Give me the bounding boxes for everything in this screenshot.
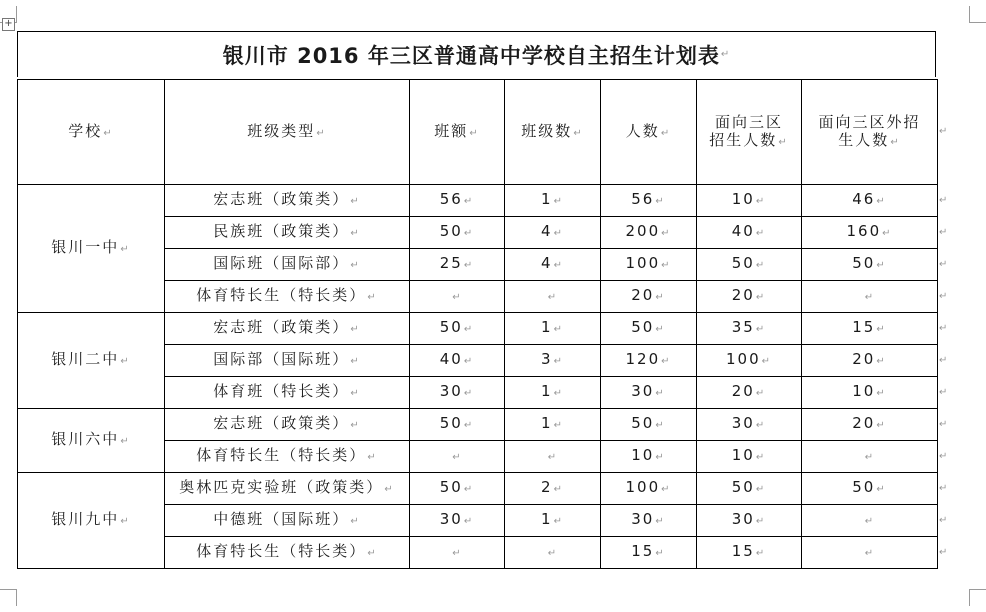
- paragraph-mark-icon: ↵: [350, 516, 361, 527]
- paragraph-mark-icon: ↵: [755, 324, 767, 335]
- inside-quota-cell-value: 100: [725, 350, 761, 368]
- outside-quota-cell: [802, 377, 938, 409]
- class-count-cell: [505, 377, 601, 409]
- paragraph-mark-icon: ↵: [655, 196, 666, 207]
- people-cell-value: 50: [631, 318, 655, 336]
- class-count-cell: [505, 409, 601, 441]
- outside-quota-cell: [802, 441, 938, 473]
- people-cell: [601, 409, 697, 441]
- inside-quota-cell-value: 50: [731, 478, 755, 496]
- row-end-mark-icon: ↵: [939, 418, 948, 430]
- header-outside-three-districts: 面向三区外招 生人数↵: [802, 80, 938, 185]
- class-count-cell: [505, 537, 601, 569]
- class-count-cell-value: 1: [541, 318, 553, 336]
- paragraph-mark-icon: ↵: [761, 356, 773, 367]
- outside-quota-cell: [802, 281, 938, 313]
- inside-quota-cell-value: 35: [731, 318, 755, 336]
- paragraph-mark-icon: ↵: [876, 196, 887, 207]
- outside-quota-cell: [802, 249, 938, 281]
- school-cell-value: 银川九中: [51, 510, 120, 528]
- inside-quota-cell: [697, 409, 802, 441]
- class-count-cell: [505, 473, 601, 505]
- paragraph-mark-icon: ↵: [350, 420, 361, 431]
- outside-quota-cell: [802, 505, 938, 537]
- paragraph-mark-icon: ↵: [463, 196, 475, 207]
- paragraph-mark-icon: ↵: [661, 260, 672, 271]
- school-cell-value: 银川一中: [51, 238, 120, 256]
- paragraph-mark-icon: ↵: [876, 356, 887, 367]
- class-type-cell: [165, 281, 410, 313]
- inside-quota-cell: [697, 377, 802, 409]
- class-type-cell: [165, 441, 410, 473]
- paragraph-mark-icon: ↵: [655, 420, 666, 431]
- class-type-cell: [165, 249, 410, 281]
- paragraph-mark-icon: ↵: [864, 516, 876, 527]
- paragraph-mark-icon: ↵: [367, 292, 378, 303]
- paragraph-mark-icon: ↵: [553, 516, 564, 527]
- quota-cell-value: 56: [439, 190, 463, 208]
- outside-quota-cell-value: 160: [846, 222, 882, 240]
- outside-quota-cell: [802, 537, 938, 569]
- class-type-cell-value: 奥林匹克实验班（政策类）: [179, 478, 384, 496]
- paragraph-mark-icon: ↵: [864, 452, 876, 463]
- outside-quota-cell: [802, 185, 938, 217]
- class-count-cell-value: 1: [541, 510, 553, 528]
- outside-quota-cell-value: 50: [852, 254, 876, 272]
- row-end-mark-icon: ↵: [939, 258, 948, 270]
- inside-quota-cell-value: 30: [731, 510, 755, 528]
- quota-cell: [410, 217, 505, 249]
- row-end-mark-icon: ↵: [939, 386, 948, 398]
- people-cell-value: 20: [631, 286, 655, 304]
- table-move-handle-icon[interactable]: +: [2, 18, 15, 31]
- paragraph-mark-icon: ↵: [755, 228, 767, 239]
- paragraph-mark-icon: ↵: [655, 516, 666, 527]
- inside-quota-cell-value: 30: [731, 414, 755, 432]
- paragraph-mark-icon: ↵: [755, 260, 767, 271]
- class-type-cell-value: 中德班（国际班）: [213, 510, 350, 528]
- inside-quota-cell-value: 40: [731, 222, 755, 240]
- paragraph-mark-icon: ↵: [876, 260, 887, 271]
- people-cell: [601, 217, 697, 249]
- paragraph-mark-icon: ↵: [655, 388, 666, 399]
- paragraph-mark-icon: ↵: [720, 49, 731, 60]
- people-cell-value: 10: [631, 446, 655, 464]
- paragraph-mark-icon: ↵: [120, 516, 131, 527]
- class-type-cell: [165, 409, 410, 441]
- outside-quota-cell-value: 50: [852, 478, 876, 496]
- quota-cell: [410, 345, 505, 377]
- row-end-mark-icon: ↵: [939, 450, 948, 462]
- school-cell: [18, 473, 165, 569]
- paragraph-mark-icon: ↵: [755, 516, 767, 527]
- class-count-cell-value: 1: [541, 190, 553, 208]
- paragraph-mark-icon: ↵: [463, 388, 475, 399]
- inside-quota-cell: [697, 505, 802, 537]
- table-row: [18, 409, 938, 441]
- people-cell: [601, 473, 697, 505]
- class-count-cell-value: 4: [541, 254, 553, 272]
- inside-quota-cell-value: 10: [731, 446, 755, 464]
- paragraph-mark-icon: ↵: [655, 292, 666, 303]
- table-title: [17, 31, 936, 77]
- class-count-cell: [505, 441, 601, 473]
- paragraph-mark-icon: ↵: [350, 388, 361, 399]
- paragraph-mark-icon: ↵: [463, 228, 475, 239]
- people-cell-value: 30: [631, 510, 655, 528]
- people-cell: [601, 313, 697, 345]
- quota-cell-value: 50: [439, 318, 463, 336]
- inside-quota-cell: [697, 345, 802, 377]
- outside-quota-cell-value: 46: [852, 190, 876, 208]
- page-corner-mark: [969, 589, 986, 606]
- quota-cell: [410, 249, 505, 281]
- inside-quota-cell: [697, 441, 802, 473]
- row-end-mark-icon: ↵: [939, 290, 948, 302]
- inside-quota-cell-value: 10: [731, 190, 755, 208]
- class-type-cell: [165, 473, 410, 505]
- row-end-mark-icon: ↵: [939, 482, 948, 494]
- paragraph-mark-icon: ↵: [553, 356, 564, 367]
- paragraph-mark-icon: ↵: [864, 292, 876, 303]
- paragraph-mark-icon: ↵: [661, 228, 672, 239]
- inside-quota-cell-value: 20: [731, 382, 755, 400]
- outside-quota-cell-value: 20: [852, 350, 876, 368]
- row-end-mark-icon: ↵: [939, 226, 948, 238]
- class-count-cell: [505, 217, 601, 249]
- header-school: 学校↵: [18, 80, 165, 185]
- quota-cell-value: 50: [439, 414, 463, 432]
- paragraph-mark-icon: ↵: [350, 324, 361, 335]
- quota-cell: [410, 441, 505, 473]
- row-end-mark-icon: ↵: [939, 126, 948, 137]
- quota-cell: [410, 281, 505, 313]
- class-count-cell: [505, 249, 601, 281]
- row-end-mark-icon: ↵: [939, 546, 948, 558]
- people-cell: [601, 281, 697, 313]
- paragraph-mark-icon: ↵: [547, 548, 559, 559]
- class-type-cell: [165, 505, 410, 537]
- page-corner-mark: [0, 589, 17, 606]
- class-type-cell-value: 宏志班（政策类）: [213, 414, 350, 432]
- paragraph-mark-icon: ↵: [755, 388, 767, 399]
- outside-quota-cell-value: 15: [852, 318, 876, 336]
- people-cell: [601, 505, 697, 537]
- class-count-cell-value: 2: [541, 478, 553, 496]
- quota-cell: [410, 537, 505, 569]
- quota-cell-value: 30: [439, 510, 463, 528]
- people-cell-value: 200: [625, 222, 661, 240]
- paragraph-mark-icon: ↵: [463, 324, 475, 335]
- paragraph-mark-icon: ↵: [553, 388, 564, 399]
- class-type-cell: [165, 217, 410, 249]
- class-count-cell: [505, 505, 601, 537]
- inside-quota-cell: [697, 185, 802, 217]
- outside-quota-cell: [802, 409, 938, 441]
- class-count-cell: [505, 345, 601, 377]
- quota-cell: [410, 505, 505, 537]
- outside-quota-cell-value: 10: [852, 382, 876, 400]
- paragraph-mark-icon: ↵: [452, 292, 463, 303]
- enrollment-plan-table: [17, 79, 938, 569]
- inside-quota-cell: [697, 249, 802, 281]
- class-type-cell-value: 体育特长生（特长类）: [196, 542, 367, 560]
- outside-quota-cell: [802, 345, 938, 377]
- people-cell: [601, 441, 697, 473]
- class-type-cell: [165, 377, 410, 409]
- class-count-cell-value: 1: [541, 382, 553, 400]
- row-end-mark-icon: ↵: [939, 322, 948, 334]
- header-inside-three-districts: 面向三区 招生人数↵: [697, 80, 802, 185]
- paragraph-mark-icon: ↵: [755, 548, 767, 559]
- header-row: [18, 80, 938, 185]
- paragraph-mark-icon: ↵: [876, 324, 887, 335]
- paragraph-mark-icon: ↵: [553, 228, 564, 239]
- table-row: [18, 313, 938, 345]
- table-row: [18, 473, 938, 505]
- paragraph-mark-icon: ↵: [553, 420, 564, 431]
- paragraph-mark-icon: ↵: [755, 484, 767, 495]
- people-cell-value: 100: [625, 478, 661, 496]
- paragraph-mark-icon: ↵: [553, 484, 564, 495]
- people-cell-value: 50: [631, 414, 655, 432]
- inside-quota-cell-value: 50: [731, 254, 755, 272]
- paragraph-mark-icon: ↵: [547, 452, 559, 463]
- table-row: [18, 185, 938, 217]
- class-type-cell-value: 民族班（政策类）: [213, 222, 350, 240]
- class-count-cell: [505, 281, 601, 313]
- inside-quota-cell: [697, 217, 802, 249]
- outside-quota-cell: [802, 217, 938, 249]
- header-people: 人数↵: [601, 80, 697, 185]
- outside-quota-cell: [802, 473, 938, 505]
- paragraph-mark-icon: ↵: [120, 356, 131, 367]
- people-cell: [601, 185, 697, 217]
- paragraph-mark-icon: ↵: [755, 420, 767, 431]
- school-cell: [18, 185, 165, 313]
- class-type-cell-value: 宏志班（政策类）: [213, 318, 350, 336]
- quota-cell: [410, 409, 505, 441]
- people-cell: [601, 537, 697, 569]
- inside-quota-cell-value: 15: [731, 542, 755, 560]
- people-cell-value: 30: [631, 382, 655, 400]
- paragraph-mark-icon: ↵: [384, 484, 395, 495]
- quota-cell-value: 50: [439, 222, 463, 240]
- class-type-cell-value: 国际班（国际部）: [213, 254, 350, 272]
- quota-cell: [410, 473, 505, 505]
- paragraph-mark-icon: ↵: [120, 436, 131, 447]
- paragraph-mark-icon: ↵: [350, 196, 361, 207]
- quota-cell: [410, 377, 505, 409]
- outside-quota-cell: [802, 313, 938, 345]
- quota-cell-value: 40: [439, 350, 463, 368]
- header-class-count: 班级数↵: [505, 80, 601, 185]
- header-quota: 班额↵: [410, 80, 505, 185]
- paragraph-mark-icon: ↵: [452, 452, 463, 463]
- header-class-type: 班级类型↵: [165, 80, 410, 185]
- paragraph-mark-icon: ↵: [755, 196, 767, 207]
- class-type-cell: [165, 537, 410, 569]
- paragraph-mark-icon: ↵: [864, 548, 876, 559]
- row-end-mark-icon: ↵: [939, 354, 948, 366]
- paragraph-mark-icon: ↵: [463, 260, 475, 271]
- people-cell: [601, 249, 697, 281]
- paragraph-mark-icon: ↵: [463, 516, 475, 527]
- class-type-cell: [165, 313, 410, 345]
- paragraph-mark-icon: ↵: [350, 356, 361, 367]
- people-cell-value: 15: [631, 542, 655, 560]
- row-end-mark-icon: ↵: [939, 194, 948, 206]
- paragraph-mark-icon: ↵: [452, 548, 463, 559]
- paragraph-mark-icon: ↵: [463, 484, 475, 495]
- class-count-cell: [505, 185, 601, 217]
- paragraph-mark-icon: ↵: [655, 324, 666, 335]
- paragraph-mark-icon: ↵: [553, 324, 564, 335]
- paragraph-mark-icon: ↵: [755, 292, 767, 303]
- quota-cell: [410, 185, 505, 217]
- quota-cell-value: 50: [439, 478, 463, 496]
- inside-quota-cell-value: 20: [731, 286, 755, 304]
- school-cell-value: 银川六中: [51, 430, 120, 448]
- class-type-cell-value: 宏志班（政策类）: [213, 190, 350, 208]
- paragraph-mark-icon: ↵: [876, 388, 887, 399]
- people-cell: [601, 345, 697, 377]
- inside-quota-cell: [697, 537, 802, 569]
- school-cell: [18, 313, 165, 409]
- school-cell: [18, 409, 165, 473]
- paragraph-mark-icon: ↵: [755, 452, 767, 463]
- inside-quota-cell: [697, 313, 802, 345]
- paragraph-mark-icon: ↵: [350, 260, 361, 271]
- paragraph-mark-icon: ↵: [367, 452, 378, 463]
- class-count-cell-value: 1: [541, 414, 553, 432]
- paragraph-mark-icon: ↵: [876, 420, 887, 431]
- class-type-cell-value: 体育特长生（特长类）: [196, 286, 367, 304]
- class-type-cell-value: 国际部（国际班）: [213, 350, 350, 368]
- paragraph-mark-icon: ↵: [661, 356, 672, 367]
- title-text: 银川市 2016 年三区普通高中学校自主招生计划表: [222, 43, 720, 68]
- paragraph-mark-icon: ↵: [553, 260, 564, 271]
- class-type-cell: [165, 345, 410, 377]
- people-cell: [601, 377, 697, 409]
- school-cell-value: 银川二中: [51, 350, 120, 368]
- page-corner-mark: [969, 6, 986, 23]
- paragraph-mark-icon: ↵: [876, 484, 887, 495]
- class-count-cell: [505, 313, 601, 345]
- paragraph-mark-icon: ↵: [882, 228, 893, 239]
- row-end-mark-icon: ↵: [939, 514, 948, 526]
- paragraph-mark-icon: ↵: [655, 452, 666, 463]
- inside-quota-cell: [697, 281, 802, 313]
- people-cell-value: 100: [625, 254, 661, 272]
- inside-quota-cell: [697, 473, 802, 505]
- quota-cell: [410, 313, 505, 345]
- paragraph-mark-icon: ↵: [120, 244, 131, 255]
- paragraph-mark-icon: ↵: [463, 356, 475, 367]
- class-count-cell-value: 4: [541, 222, 553, 240]
- class-count-cell-value: 3: [541, 350, 553, 368]
- paragraph-mark-icon: ↵: [547, 292, 559, 303]
- people-cell-value: 56: [631, 190, 655, 208]
- outside-quota-cell-value: 20: [852, 414, 876, 432]
- class-type-cell: [165, 185, 410, 217]
- paragraph-mark-icon: ↵: [553, 196, 564, 207]
- quota-cell-value: 30: [439, 382, 463, 400]
- people-cell-value: 120: [625, 350, 661, 368]
- paragraph-mark-icon: ↵: [367, 548, 378, 559]
- paragraph-mark-icon: ↵: [350, 228, 361, 239]
- paragraph-mark-icon: ↵: [463, 420, 475, 431]
- paragraph-mark-icon: ↵: [655, 548, 666, 559]
- class-type-cell-value: 体育特长生（特长类）: [196, 446, 367, 464]
- quota-cell-value: 25: [439, 254, 463, 272]
- class-type-cell-value: 体育班（特长类）: [213, 382, 350, 400]
- paragraph-mark-icon: ↵: [661, 484, 672, 495]
